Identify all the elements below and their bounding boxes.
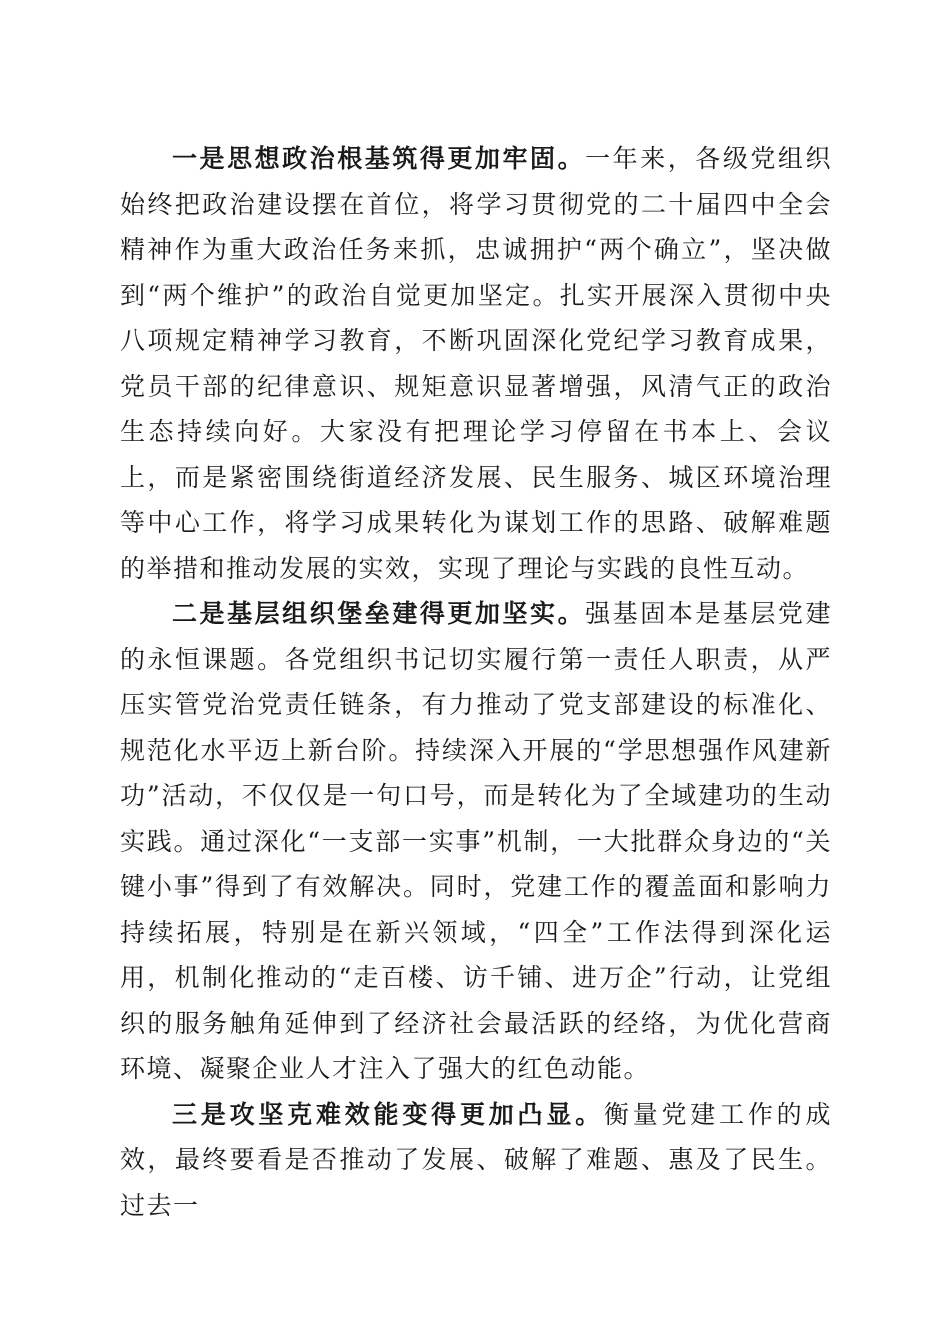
- document-body: [120, 136, 832, 1228]
- paragraph-lead: 二是基层组织堡垒建得更加坚实。: [172, 599, 586, 628]
- paragraph-tackling-difficulties: [120, 1092, 832, 1229]
- paragraph-text: 强基固本是基层党建的永恒课题。各党组织书记切实履行第一责任人职责，从严压实管党治党责任链条，有力推动了党支部建设的标准化、规范化水平迈上新台阶。持续深入开展的“学思想强作风建新功”活动，不仅仅是一句口号，而是转化为了全域建功的生动实践。通过深化“一支部一实事”机制，一大批群众身边的“关键小事”得到了有效解决。同时，党建工作的覆盖面和影响力持续拓展，特别是在新兴领域，“四全”工作法得到深化运用，机制化推动的“走百楼、访千铺、进万企”行动，让党组织的服务触角延伸到了经济社会最活跃的经络，为优化营商环境、凝聚企业人才注入了强大的红色动能。: [120, 599, 832, 1083]
- paragraph-lead: 一是思想政治根基筑得更加牢固。: [172, 144, 586, 173]
- paragraph-ideological-political: [120, 136, 832, 591]
- paragraph-grassroots-organization: [120, 591, 832, 1092]
- paragraph-text: 衡量党建工作的成效，最终要看是否推动了发展、破解了难题、惠及了民生。过去一: [120, 1099, 832, 1220]
- paragraph-text: 一年来，各级党组织始终把政治建设摆在首位，将学习贯彻党的二十届四中全会精神作为重大政治任务来抓，忠诚拥护“两个确立”，坚决做到“两个维护”的政治自觉更加坚定。扎实开展深入贯彻中央八项规定精神学习教育，不断巩固深化党纪学习教育成果，党员干部的纪律意识、规矩意识显著增强，风清气正的政治生态持续向好。大家没有把理论学习停留在书本上、会议上，而是紧密围绕街道经济发展、民生服务、城区环境治理等中心工作，将学习成果转化为谋划工作的思路、破解难题的举措和推动发展的实效，实现了理论与实践的良性互动。: [120, 144, 832, 583]
- paragraph-lead: 三是攻坚克难效能变得更加凸显。: [172, 1099, 604, 1129]
